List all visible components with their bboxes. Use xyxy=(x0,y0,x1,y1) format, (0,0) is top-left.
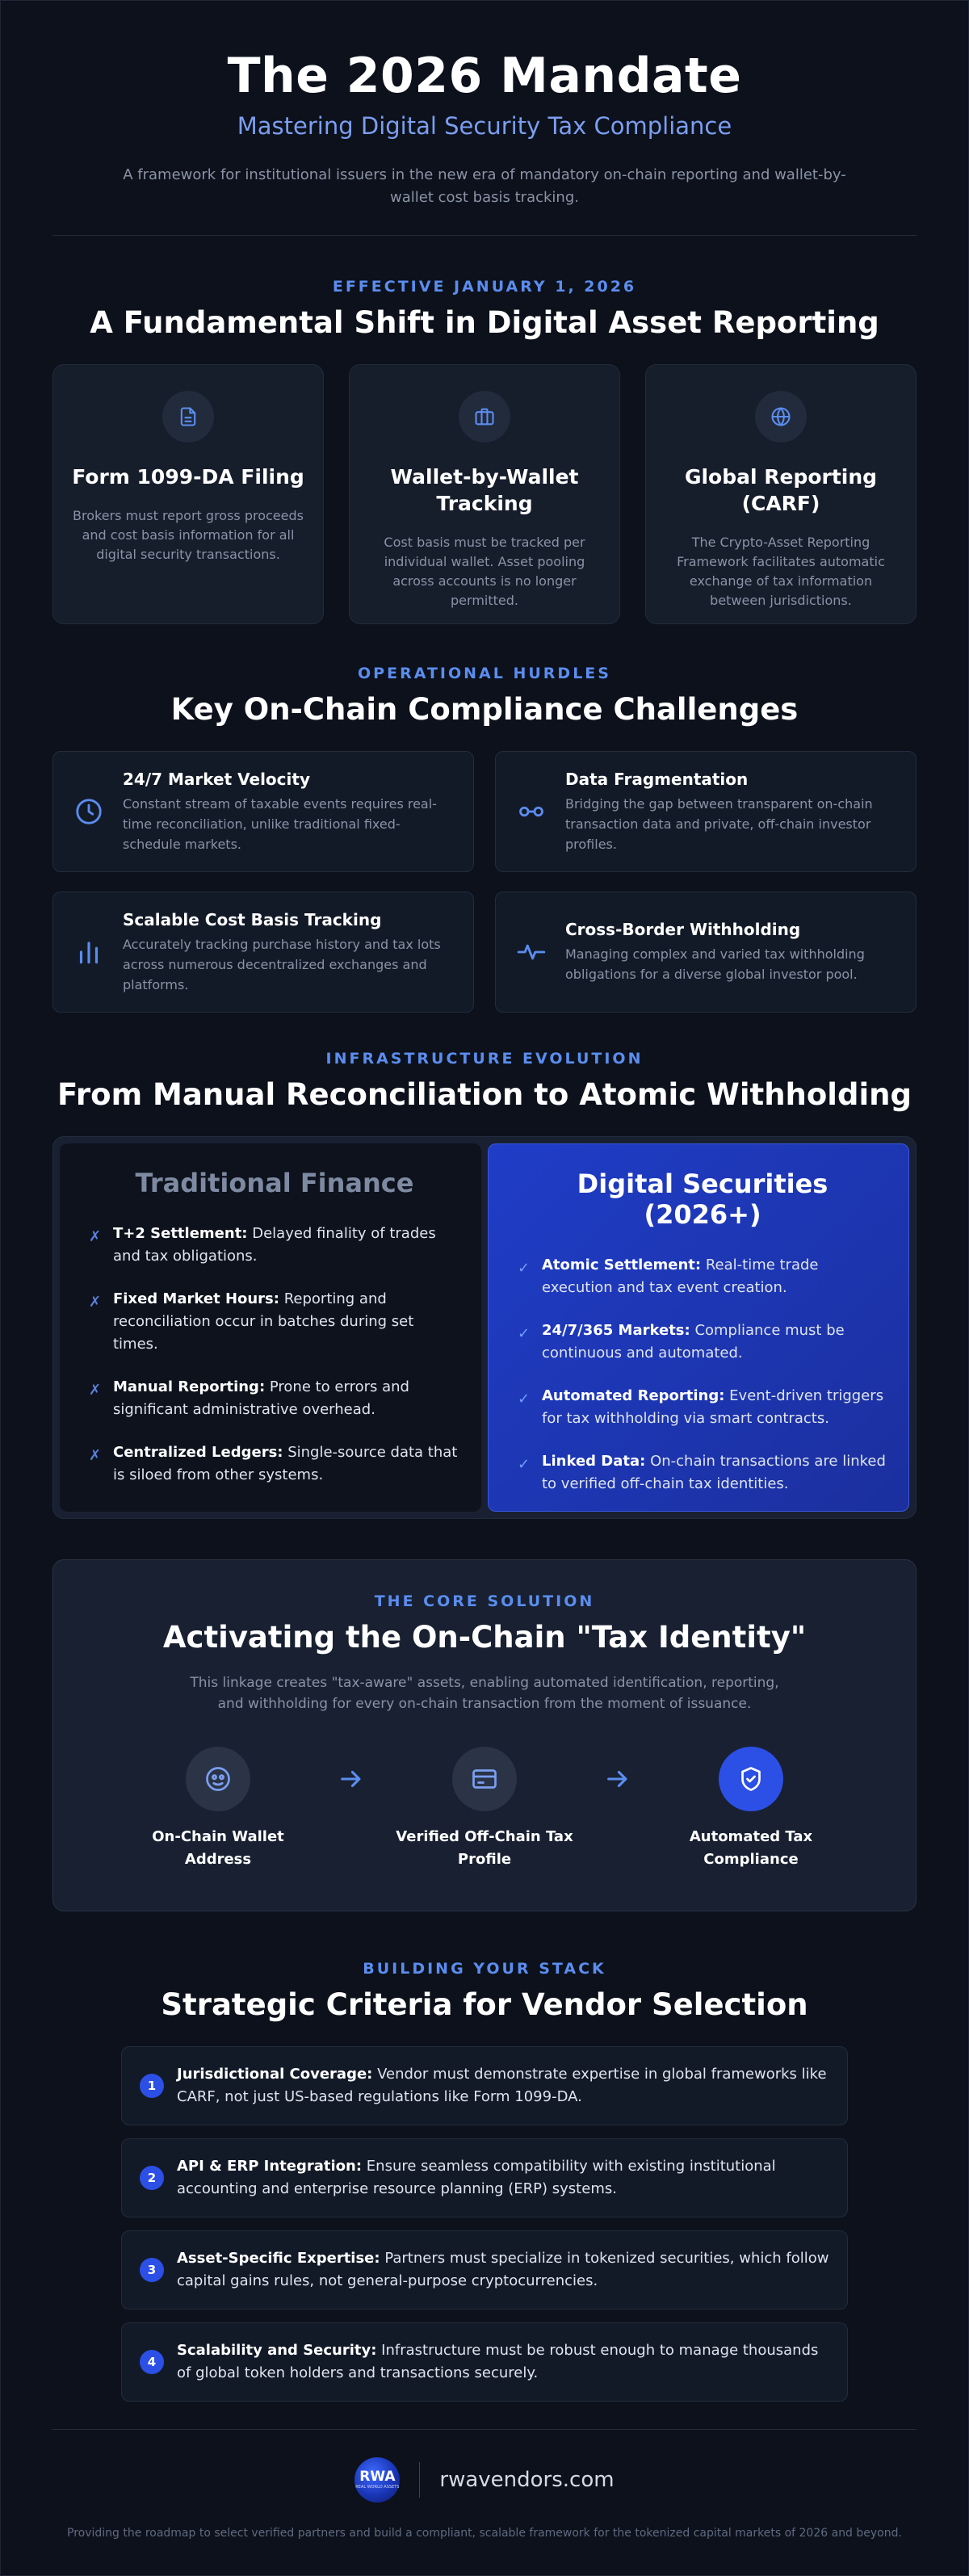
vendor-criteria-list xyxy=(121,2046,848,2402)
arrow-right-icon xyxy=(577,1747,658,1811)
challenge-card-cost-basis xyxy=(52,892,474,1013)
flow-step-label: Automated Tax Compliance xyxy=(689,1828,813,1868)
page-title: The 2026 Mandate xyxy=(227,48,742,104)
footer-tagline: Providing the roadmap to select verified partners and build a compliant, scalable framework for the tokenized capital markets of 2026 and beyond. xyxy=(67,2527,902,2540)
challenges-title: Key On-Chain Compliance Challenges xyxy=(170,692,799,727)
shift-eyebrow: EFFECTIVE JANUARY 1, 2026 xyxy=(332,278,637,296)
page-subtitle: Mastering Digital Security Tax Compliance xyxy=(237,112,732,140)
flow-step-wallet xyxy=(125,1747,311,1871)
criteria-text: Jurisdictional Coverage: Vendor must demonstrate expertise in global frameworks like CARF, not just US-based regulations like Form 1099-DA. xyxy=(177,2066,827,2105)
digital-securities-column xyxy=(488,1143,909,1512)
flow-step-compliance xyxy=(658,1747,844,1871)
document-icon xyxy=(162,391,214,443)
shift-card-carf xyxy=(645,364,917,624)
digital-item: ✓ Atomic Settlement: Real-time trade execution and tax event creation. xyxy=(518,1254,887,1299)
arrow-right-icon xyxy=(311,1747,392,1811)
shift-card-title: Global Reporting (CARF) xyxy=(684,465,878,515)
challenge-text: Managing complex and varied tax withholding obligations for a diverse global investor pool. xyxy=(565,946,865,982)
traditional-title: Traditional Finance xyxy=(135,1168,414,1198)
bar-chart-icon xyxy=(73,936,105,968)
challenge-text: Bridging the gap between transparent on-chain transaction data and private, off-chain investor profiles. xyxy=(565,795,873,852)
identity-flow xyxy=(53,1747,916,1871)
criteria-text: API & ERP Integration: Ensure seamless compatibility with existing institutional accounting and enterprise resource planning (ERP) systems. xyxy=(177,2158,776,2197)
rwa-logo: RWA REAL WORLD ASSETS xyxy=(354,2457,400,2503)
brand xyxy=(52,2457,917,2503)
core-eyebrow: THE CORE SOLUTION xyxy=(374,1592,595,1610)
list-item xyxy=(121,2046,848,2125)
evolution-eyebrow: INFRASTRUCTURE EVOLUTION xyxy=(325,1050,644,1068)
step-number-badge: 2 xyxy=(140,2166,164,2190)
wallet-face-icon xyxy=(186,1747,250,1811)
flow-step-label: Verified Off-Chain Tax Profile xyxy=(396,1828,573,1868)
clock-icon xyxy=(73,795,105,828)
footer xyxy=(52,2429,917,2540)
challenge-card-withholding xyxy=(495,892,917,1013)
evolution-title: From Manual Reconciliation to Atomic Withholding xyxy=(57,1077,912,1112)
challenge-title: Cross-Border Withholding xyxy=(565,920,801,939)
vendor-section xyxy=(52,1911,917,2402)
flow-step-label: On-Chain Wallet Address xyxy=(152,1828,284,1868)
pulse-icon xyxy=(515,936,547,968)
traditional-item: ✗ Manual Reporting: Prone to errors and significant administrative overhead. xyxy=(89,1376,460,1421)
challenge-card-fragmentation xyxy=(495,751,917,872)
challenges-eyebrow: OPERATIONAL HURDLES xyxy=(358,665,611,682)
flow-step-tax-profile xyxy=(392,1747,577,1871)
shift-card-title: Form 1099-DA Filing xyxy=(72,465,304,489)
shield-check-icon xyxy=(719,1747,783,1811)
list-item xyxy=(121,2322,848,2402)
core-solution-panel xyxy=(52,1559,917,1911)
list-item xyxy=(121,2138,848,2217)
shift-card-text: Brokers must report gross proceeds and cost basis information for all digital security transactions. xyxy=(73,508,304,562)
digital-item: ✓ Linked Data: On-chain transactions are linked to verified off-chain tax identities. xyxy=(518,1450,887,1496)
shift-card-title: Wallet-by-Wallet Tracking xyxy=(390,465,579,515)
criteria-text: Asset-Specific Expertise: Partners must specialize in tokenized securities, which follow capital gains rules, not general-purpose cryptocurrencies. xyxy=(177,2250,829,2289)
check-icon: ✓ xyxy=(518,1325,531,1342)
shift-card-1099da xyxy=(52,364,324,624)
globe-icon xyxy=(755,391,807,443)
divider xyxy=(419,2462,420,2498)
list-item xyxy=(121,2230,848,2310)
challenge-title: Scalable Cost Basis Tracking xyxy=(123,909,382,929)
traditional-finance-column xyxy=(60,1143,481,1512)
check-icon: ✓ xyxy=(518,1456,531,1473)
challenge-title: Data Fragmentation xyxy=(565,769,749,789)
cross-icon: ✗ xyxy=(89,1228,102,1245)
step-number-badge: 3 xyxy=(140,2258,164,2282)
cross-icon: ✗ xyxy=(89,1382,102,1399)
core-description: This linkage creates "tax-aware" assets, enabling automated identification, reporting, and withholding for every on-chain transaction from the moment of issuance. xyxy=(190,1675,779,1712)
vendor-eyebrow: BUILDING YOUR STACK xyxy=(363,1960,606,1978)
link-icon xyxy=(515,795,547,828)
id-card-icon xyxy=(452,1747,517,1811)
shift-title: A Fundamental Shift in Digital Asset Reporting xyxy=(90,305,879,340)
traditional-item: ✗ Fixed Market Hours: Reporting and reconciliation occur in batches during set times. xyxy=(89,1288,460,1356)
cross-icon: ✗ xyxy=(89,1447,102,1464)
shift-card-text: Cost basis must be tracked per individual wallet. Asset pooling across accounts is no longer permitted. xyxy=(384,535,585,608)
challenge-text: Constant stream of taxable events requires real-time reconciliation, unlike traditional fixed-schedule markets. xyxy=(123,795,437,852)
site-link[interactable]: rwavendors.com xyxy=(439,2468,615,2492)
cross-icon: ✗ xyxy=(89,1294,102,1311)
shift-card-wallet xyxy=(349,364,620,624)
shift-card-text: The Crypto-Asset Reporting Framework facilitates automatic exchange of tax information between jurisdictions. xyxy=(677,535,885,608)
challenge-card-velocity xyxy=(52,751,474,872)
digital-item: ✓ 24/7/365 Markets: Compliance must be continuous and automated. xyxy=(518,1319,887,1365)
check-icon: ✓ xyxy=(518,1391,531,1408)
challenges-section xyxy=(52,624,917,1032)
step-number-badge: 1 xyxy=(140,2074,164,2098)
criteria-text: Scalability and Security: Infrastructure must be robust enough to manage thousands of global token holders and transactions securely. xyxy=(177,2342,819,2381)
traditional-item: ✗ Centralized Ledgers: Single-source data that is siloed from other systems. xyxy=(89,1441,460,1487)
hero-header xyxy=(52,1,917,209)
shift-section xyxy=(52,236,917,624)
page-description: A framework for institutional issuers in the new era of mandatory on-chain reporting and wallet-by-wallet cost basis tracking. xyxy=(123,166,846,206)
vendor-title: Strategic Criteria for Vendor Selection xyxy=(161,1987,808,2022)
challenge-text: Accurately tracking purchase history and tax lots across numerous decentralized exchanges and platforms. xyxy=(123,936,441,992)
step-number-badge: 4 xyxy=(140,2350,164,2374)
core-title: Activating the On-Chain "Tax Identity" xyxy=(162,1620,807,1655)
digital-item: ✓ Automated Reporting: Event-driven triggers for tax withholding via smart contracts. xyxy=(518,1385,887,1430)
content-container xyxy=(52,1,917,2540)
briefcase-icon xyxy=(459,391,510,443)
traditional-item: ✗ T+2 Settlement: Delayed finality of trades and tax obligations. xyxy=(89,1223,460,1268)
comparison-panel xyxy=(52,1136,917,1519)
challenge-title: 24/7 Market Velocity xyxy=(123,769,310,789)
evolution-section xyxy=(52,1032,917,1519)
digital-title: Digital Securities (2026+) xyxy=(577,1168,828,1230)
check-icon: ✓ xyxy=(518,1260,531,1277)
